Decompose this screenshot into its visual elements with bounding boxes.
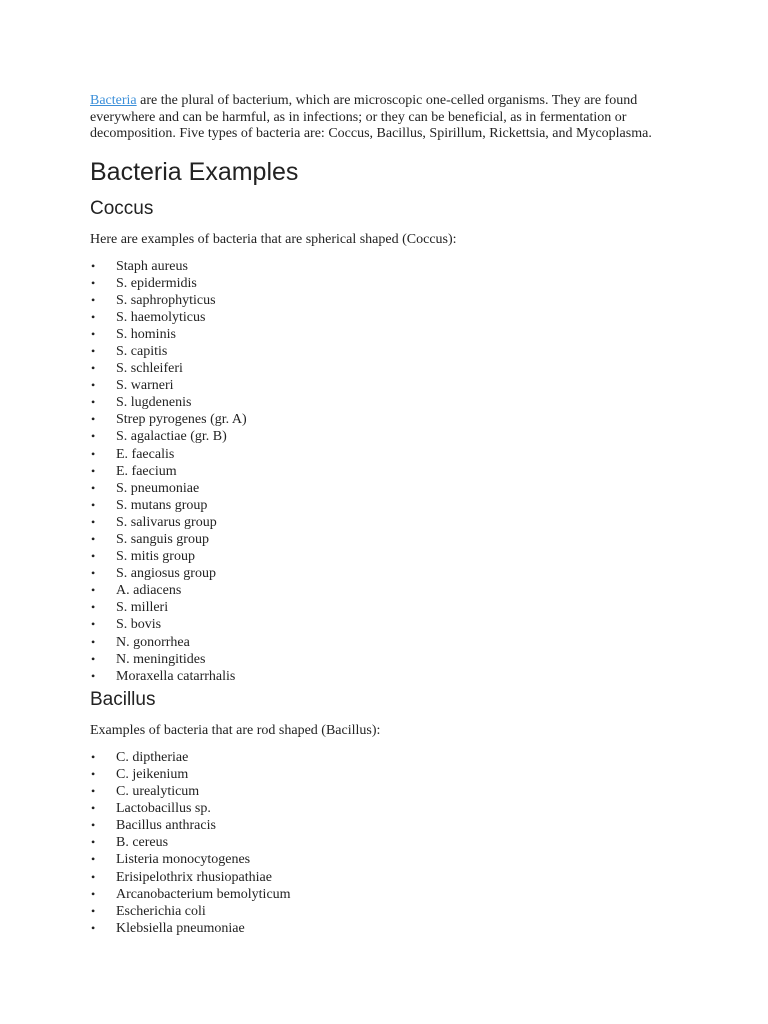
bullet-icon: • (91, 886, 96, 901)
list-item (90, 497, 690, 514)
bullet-icon: • (91, 766, 96, 781)
list-item-label: Klebsiella pneumoniae (116, 920, 245, 936)
bullet-icon: • (91, 634, 96, 649)
list-item (90, 411, 690, 428)
bullet-icon: • (91, 801, 96, 816)
bullet-icon: • (91, 818, 96, 833)
list-item-label: Lactobacillus sp. (116, 801, 211, 817)
list-item (90, 616, 690, 633)
list-item-label: Strep pyrogenes (gr. A) (116, 412, 247, 428)
bullet-icon: • (91, 343, 96, 358)
list-item (90, 834, 690, 851)
list-item-label: S. capitis (116, 343, 168, 359)
list-item-label: B. cereus (116, 835, 169, 851)
list-item (90, 800, 690, 817)
list-item (90, 851, 690, 868)
list-item-label: A. adiacens (116, 583, 182, 599)
bullet-icon: • (91, 412, 96, 427)
bullet-icon: • (91, 463, 96, 478)
list-item (90, 463, 690, 480)
list-item (90, 749, 690, 766)
bullet-icon: • (91, 532, 96, 546)
bullet-icon: • (91, 361, 96, 376)
bullet-icon: • (91, 275, 96, 290)
bullet-icon: • (91, 920, 96, 935)
bullet-icon: • (91, 784, 96, 799)
list-item (90, 394, 690, 411)
bullet-icon: • (91, 446, 96, 461)
list-item-label: N. meningitides (116, 651, 206, 667)
bullet-icon: • (91, 309, 96, 324)
list-item (90, 634, 690, 651)
list-item-label: Listeria monocytogenes (116, 852, 251, 868)
bullet-icon: • (91, 395, 96, 410)
list-item (90, 599, 690, 616)
list-item (90, 531, 690, 548)
list-item-label: S. saphrophyticus (116, 292, 216, 308)
list-item-label: S. angiosus group (116, 566, 216, 582)
list-item (90, 428, 690, 445)
bacillus-heading: Bacillus (90, 688, 156, 710)
bullet-icon: • (91, 583, 96, 598)
list-item (90, 275, 690, 292)
list-item (90, 309, 690, 326)
list-item-label: S. mitis group (116, 549, 195, 565)
list-item-label: C. jeikenium (116, 766, 189, 782)
list-item-label: C. urealyticum (116, 784, 200, 800)
list-item-label: Moraxella catarrhalis (116, 668, 236, 684)
bullet-icon: • (91, 869, 96, 884)
bullet-icon: • (91, 378, 96, 393)
list-item (90, 783, 690, 800)
list-item-label: Staph aureus (116, 258, 188, 274)
coccus-heading: Coccus (90, 197, 154, 219)
bullet-icon: • (91, 497, 96, 512)
bullet-icon: • (91, 600, 96, 615)
list-item (90, 292, 690, 309)
bullet-icon: • (91, 480, 96, 495)
list-item-label: S. milleri (116, 600, 169, 616)
coccus-list (90, 258, 690, 685)
list-item-label: E. faecium (116, 463, 177, 479)
bullet-icon: • (91, 566, 96, 581)
bacillus-list (90, 749, 690, 937)
bullet-icon: • (91, 326, 96, 341)
list-item (90, 258, 690, 275)
list-item-label: N. gonorrhea (116, 634, 190, 650)
bullet-icon: • (91, 668, 96, 683)
list-item-label: C. diptheriae (116, 749, 189, 765)
bacillus-lead: Examples of bacteria that are rod shaped (Bacillus): (90, 722, 381, 738)
list-item (90, 817, 690, 834)
list-item (90, 446, 690, 463)
bullet-icon: • (91, 514, 96, 529)
list-item-label: S. pneumoniae (116, 480, 200, 496)
bullet-icon: • (91, 549, 96, 564)
list-item (90, 582, 690, 599)
document-body (90, 93, 690, 937)
bullet-icon: • (91, 292, 96, 307)
list-item-label: Erisipelothrix rhusiopathiae (116, 869, 272, 885)
list-item (90, 903, 690, 920)
intro-paragraph (90, 93, 690, 143)
list-item (90, 920, 690, 937)
intro-text: are the plural of bacterium, which are microscopic one-celled organisms. They are found everywhere and can be harmful, as in infections; or they can be beneficial, as in fermentation or decomposition. Five types of bacteria are: Coccus, Bacillus, Spirillum, Rickettsia, and Mycoplasma. (90, 93, 652, 141)
list-item (90, 548, 690, 565)
list-item-label: S. warneri (116, 378, 174, 394)
list-item-label: S. sanguis group (116, 532, 209, 547)
list-item-label: S. salivarus group (116, 514, 217, 530)
list-item-label: Arcanobacterium bemolyticum (116, 886, 291, 902)
list-item (90, 565, 690, 582)
list-item (90, 886, 690, 903)
bullet-icon: • (91, 429, 96, 444)
bullet-icon: • (91, 852, 96, 867)
list-item (90, 326, 690, 343)
list-item-label: Bacillus anthracis (116, 818, 216, 834)
list-item (90, 480, 690, 497)
list-item-label: S. schleiferi (116, 361, 183, 377)
list-item-label: S. bovis (116, 617, 162, 633)
bullet-icon: • (91, 903, 96, 918)
list-item (90, 869, 690, 886)
list-item-label: S. epidermidis (116, 275, 197, 291)
list-item (90, 668, 690, 685)
bullet-icon: • (91, 749, 96, 764)
list-item-label: E. faecalis (116, 446, 175, 462)
list-item-label: S. lugdenenis (116, 395, 192, 411)
bullet-icon: • (91, 617, 96, 632)
list-item (90, 377, 690, 394)
list-item (90, 766, 690, 783)
list-item-label: S. haemolyticus (116, 309, 206, 325)
list-item (90, 360, 690, 377)
bullet-icon: • (91, 258, 96, 273)
bullet-icon: • (91, 651, 96, 666)
list-item-label: S. hominis (116, 326, 176, 342)
list-item (90, 343, 690, 360)
list-item (90, 651, 690, 668)
coccus-lead: Here are examples of bacteria that are spherical shaped (Coccus): (90, 231, 457, 247)
page-title: Bacteria Examples (90, 157, 299, 186)
list-item (90, 514, 690, 531)
list-item-label: S. agalactiae (gr. B) (116, 429, 227, 445)
list-item-label: S. mutans group (116, 497, 208, 513)
bacteria-link[interactable]: Bacteria (90, 93, 137, 108)
bullet-icon: • (91, 835, 96, 850)
list-item-label: Escherichia coli (116, 903, 206, 919)
